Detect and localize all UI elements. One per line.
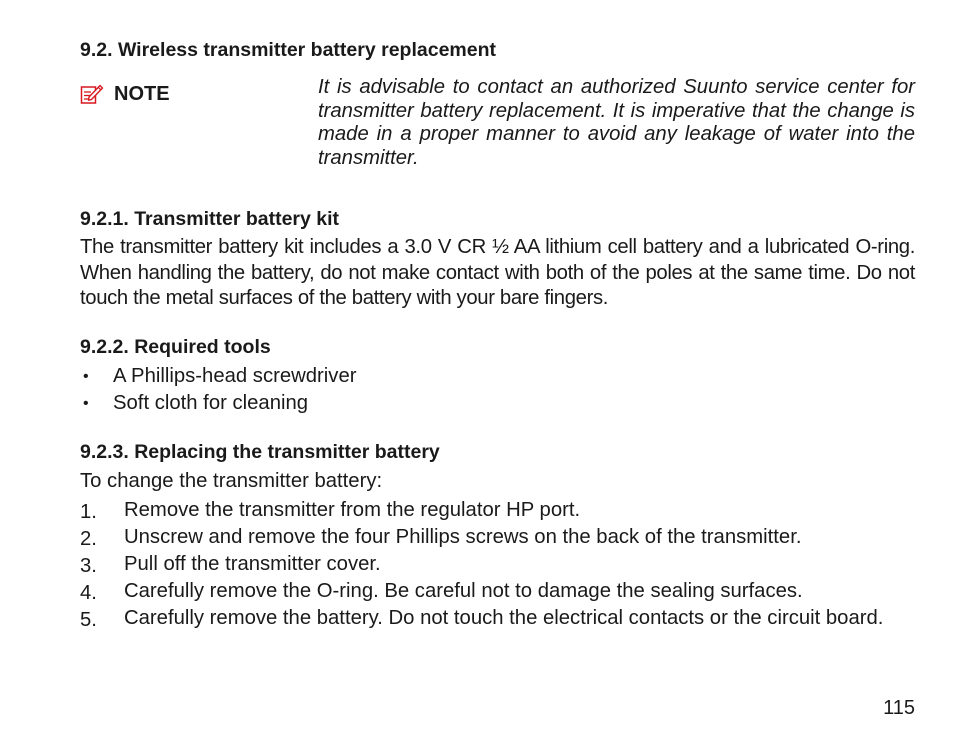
note-text: It is advisable to contact an authorized Suunto service center for transmitter battery replacement. It is imperative that the change is made in a proper manner to avoid any leakage of water into the transmitter. [318, 76, 915, 169]
step-text: Remove the transmitter from the regulator HP port. [124, 499, 581, 521]
step-number: 5. [80, 609, 97, 631]
step-number: 4. [80, 582, 97, 604]
list-item [80, 551, 915, 578]
tool-item-text: A Phillips-head screwdriver [113, 365, 357, 387]
note-pencil-icon [80, 82, 104, 106]
manual-page [80, 0, 915, 756]
step-number: 3. [80, 555, 97, 577]
kit-paragraph: The transmitter battery kit includes a 3.0 V CR ½ AA lithium cell battery and a lubricated O-ring. When handling the battery, do not make contact with both of the poles at the same time. Do not touch the metal surfaces of the battery with your bare fingers. [80, 236, 915, 309]
tools-list [80, 363, 915, 417]
replace-heading: 9.2.3. Replacing the transmitter battery [80, 441, 440, 463]
list-item [80, 390, 915, 417]
note-label: NOTE [114, 83, 170, 105]
step-text: Unscrew and remove the four Phillips screws on the back of the transmitter. [124, 526, 802, 548]
bullet-marker: • [83, 368, 89, 385]
list-item [80, 578, 915, 605]
note-label-group [80, 82, 170, 106]
page-number: 115 [883, 697, 915, 719]
step-text: Pull off the transmitter cover. [124, 553, 381, 575]
list-item [80, 524, 915, 551]
list-item [80, 605, 915, 632]
step-text: Carefully remove the battery. Do not touch the electrical contacts or the circuit board. [124, 607, 884, 629]
replace-steps [80, 497, 915, 632]
section-title: 9.2. Wireless transmitter battery replacement [80, 39, 497, 61]
note-block [80, 76, 915, 176]
bullet-marker: • [83, 395, 89, 412]
kit-heading: 9.2.1. Transmitter battery kit [80, 208, 340, 230]
list-item [80, 363, 915, 390]
step-number: 2. [80, 528, 97, 550]
tool-item-text: Soft cloth for cleaning [113, 392, 309, 414]
step-text: Carefully remove the O-ring. Be careful not to damage the sealing surfaces. [124, 580, 803, 602]
replace-intro: To change the transmitter battery: [80, 470, 383, 492]
list-item [80, 497, 915, 524]
tools-heading: 9.2.2. Required tools [80, 336, 271, 358]
step-number: 1. [80, 501, 97, 523]
